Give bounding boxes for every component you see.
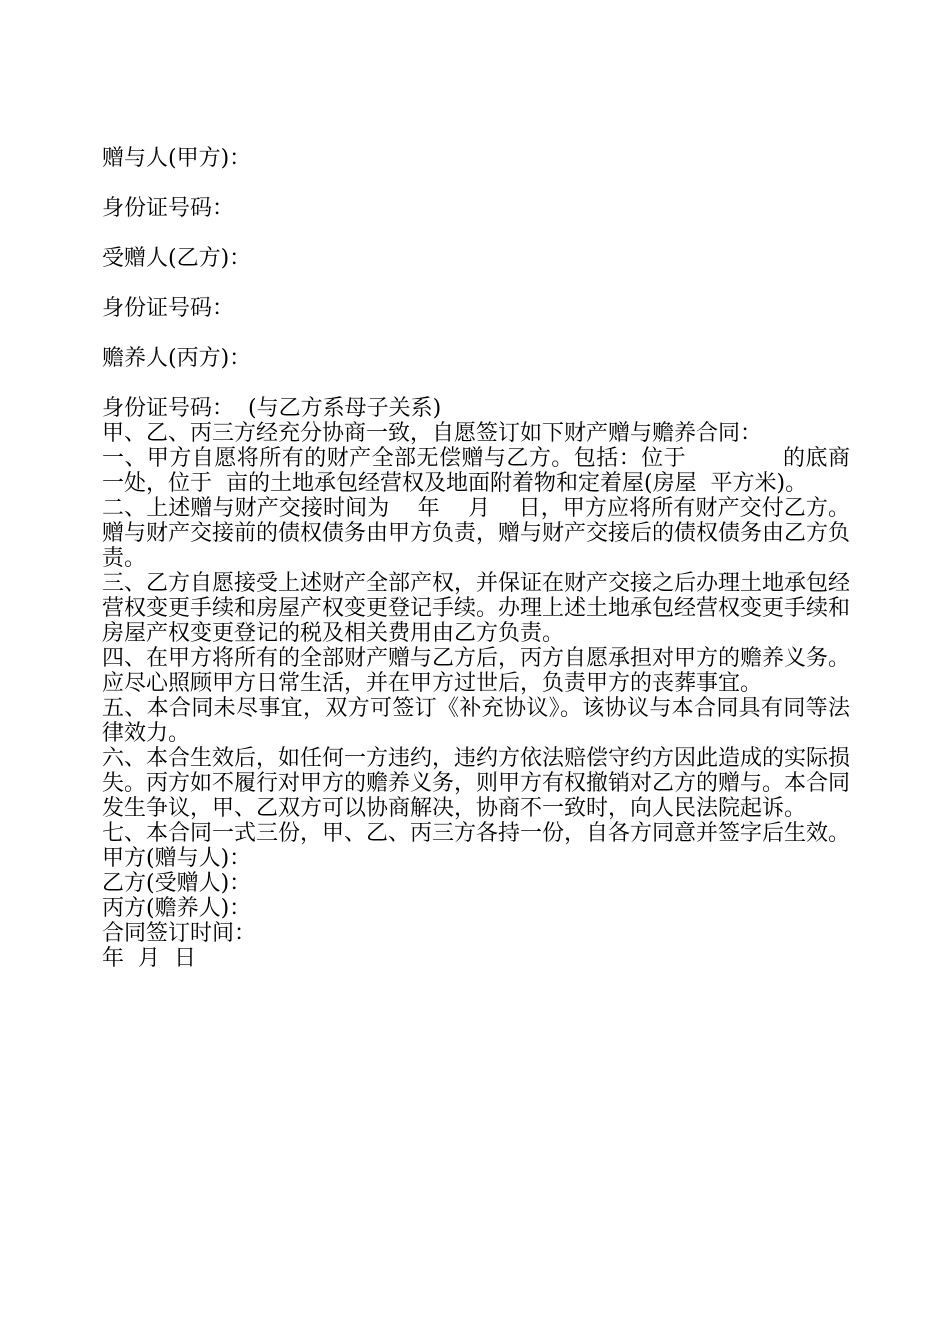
clause-5: 五、本合同未尽事宜，双方可签订《补充协议》。该协议与本合同具有同等法律效力。 [102,696,850,746]
clause-2: 二、上述赠与财产交接时间为 年 月 日，甲方应将所有财产交付乙方。赠与财产交接前的债权债务由甲方负责，赠与财产交接后的债权债务由乙方负责。 [102,496,851,571]
signing-date-value: 年 月 日 [102,946,196,971]
clause-3: 三、乙方自愿接受上述财产全部产权，并保证在财产交接之后办理土地承包经营权变更手续和房屋产权变更登记手续。办理上述土地承包经营权变更手续和房屋产权变更登记的税及相关费用由乙方负责。 [102,571,851,646]
recipient-id-field: 身份证号码： [102,296,235,321]
clause-1: 一、甲方自愿将所有的财产全部无偿赠与乙方。包括：位于 的底商一处，位于 亩的土地承包经营权及地面附着物和定着屋(房屋 平方米)。 [102,446,850,496]
supporter-id-field: 身份证号码： (与乙方系母子关系) [102,396,442,421]
contract-document [102,146,850,971]
donor-id-field: 身份证号码： [102,196,235,221]
signature-party-b: 乙方(受赠人)： [102,871,252,896]
clause-6: 六、本合生效后，如任何一方违约，违约方依法赔偿守约方因此造成的实际损失。丙方如不履行对甲方的赡养义务，则甲方有权撤销对乙方的赠与。本合同发生争议，甲、乙双方可以协商解决，协商不一致时，向人民法院起诉。 [102,746,851,821]
clause-7: 七、本合同一式三份，甲、乙、丙三方各持一份，自各方同意并签字后生效。 [102,821,851,846]
donor-field: 赠与人(甲方)： [102,146,252,171]
recipient-field: 受赠人(乙方)： [102,246,252,271]
contract-intro: 甲、乙、丙三方经充分协商一致，自愿签订如下财产赠与赡养合同： [102,421,763,446]
clause-4: 四、在甲方将所有的全部财产赠与乙方后，丙方自愿承担对甲方的赡养义务。应尽心照顾甲方日常生活，并在甲方过世后，负责甲方的丧葬事宜。 [102,646,851,696]
signing-date-label: 合同签订时间： [102,921,257,946]
signature-party-a: 甲方(赠与人)： [102,846,252,871]
signature-party-c: 丙方(赡养人)： [102,896,252,921]
supporter-field: 赡养人(丙方)： [102,346,252,371]
